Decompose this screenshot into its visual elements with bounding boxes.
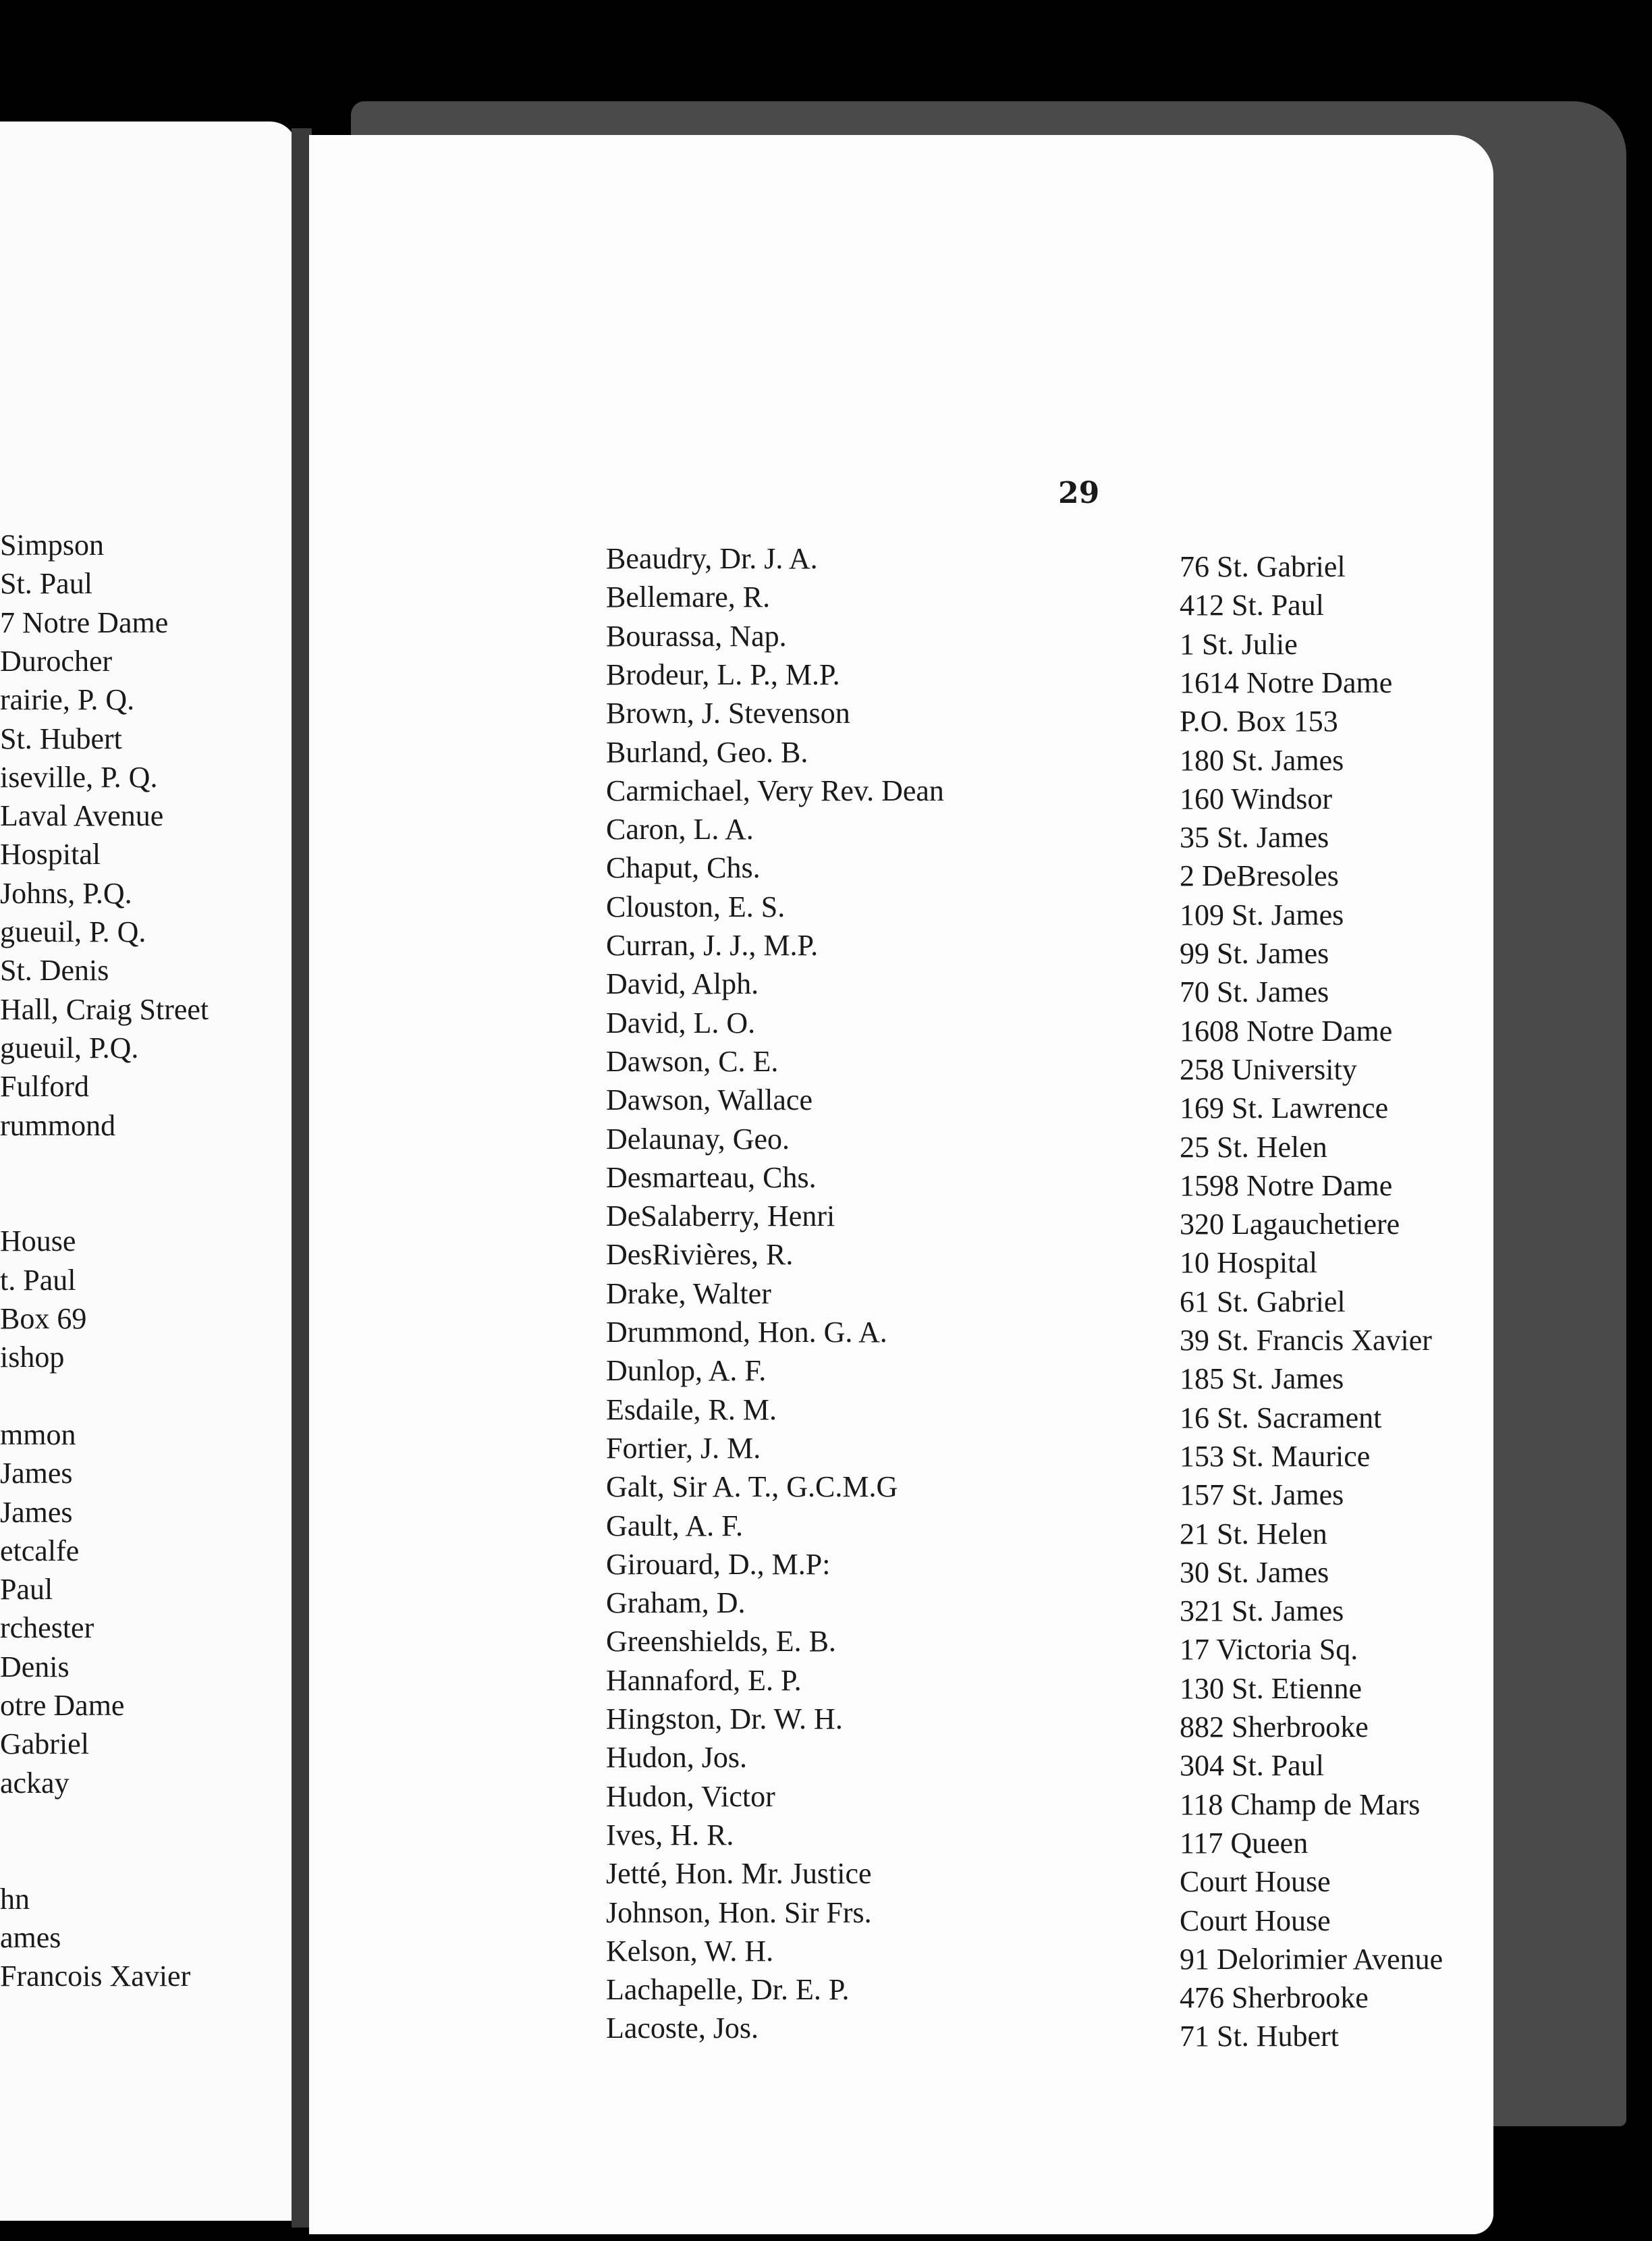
left-page-fragment: James xyxy=(0,1457,73,1490)
directory-address: 130 St. Etienne xyxy=(1180,1671,1362,1705)
directory-name: Girouard, D., M.P: xyxy=(606,1547,831,1581)
left-page-fragment: mmon xyxy=(0,1418,76,1451)
directory-address: Court House xyxy=(1180,1865,1331,1899)
directory-address: 30 St. James xyxy=(1180,1555,1329,1589)
directory-address: 304 St. Paul xyxy=(1180,1749,1324,1783)
directory-address: 153 St. Maurice xyxy=(1180,1439,1371,1473)
directory-address: P.O. Box 153 xyxy=(1180,705,1338,738)
directory-name: Gault, A. F. xyxy=(606,1509,744,1542)
directory-name: Dawson, C. E. xyxy=(606,1044,779,1078)
directory-address: 61 St. Gabriel xyxy=(1180,1285,1346,1318)
directory-name: Hannaford, E. P. xyxy=(606,1663,802,1697)
directory-name: Johnson, Hon. Sir Frs. xyxy=(606,1895,872,1929)
directory-name: Fortier, J. M. xyxy=(606,1431,761,1465)
directory-address: 71 St. Hubert xyxy=(1180,2020,1339,2053)
left-page-fragment: Gabriel xyxy=(0,1727,89,1761)
directory-name: Clouston, E. S. xyxy=(606,890,786,923)
directory-address: 258 University xyxy=(1180,1052,1357,1086)
address-column xyxy=(1180,548,1493,2074)
directory-address: 21 St. Helen xyxy=(1180,1517,1327,1550)
directory-address: 185 St. James xyxy=(1180,1362,1344,1396)
left-page-fragment: Hospital xyxy=(0,838,101,871)
left-page-fragment: St. Paul xyxy=(0,567,92,601)
left-page-fragment: Durocher xyxy=(0,644,113,678)
directory-address: 25 St. Helen xyxy=(1180,1130,1327,1164)
left-page-fragment: otre Dame xyxy=(0,1689,125,1722)
directory-name: Dunlop, A. F. xyxy=(606,1354,767,1388)
directory-name: Chaput, Chs. xyxy=(606,851,761,885)
directory-address: 1608 Notre Dame xyxy=(1180,1014,1393,1048)
directory-name: Desmarteau, Chs. xyxy=(606,1160,817,1194)
directory-address: 39 St. Francis Xavier xyxy=(1180,1324,1432,1357)
directory-address: 35 St. James xyxy=(1180,821,1329,855)
directory-name: Delaunay, Geo. xyxy=(606,1122,790,1156)
directory-address: 412 St. Paul xyxy=(1180,589,1324,622)
page-number: 29 xyxy=(1058,476,1100,510)
directory-name: David, L. O. xyxy=(606,1006,756,1040)
directory-address: 10 Hospital xyxy=(1180,1246,1318,1280)
directory-name: Graham, D. xyxy=(606,1586,746,1620)
directory-address: 321 St. James xyxy=(1180,1594,1344,1628)
directory-address: 320 Lagauchetiere xyxy=(1180,1208,1400,1241)
left-page-fragment: Hall, Craig Street xyxy=(0,992,209,1026)
left-page-fragment: rummond xyxy=(0,1108,116,1142)
directory-address: 157 St. James xyxy=(1180,1478,1344,1512)
directory-address: 169 St. Lawrence xyxy=(1180,1091,1389,1125)
directory-name: Burland, Geo. B. xyxy=(606,735,808,769)
directory-address: 882 Sherbrooke xyxy=(1180,1710,1369,1744)
directory-address: 1614 Notre Dame xyxy=(1180,666,1393,699)
left-page-fragment: St. Hubert xyxy=(0,722,122,755)
left-page-fragment: t. Paul xyxy=(0,1263,76,1297)
directory-name: Lacoste, Jos. xyxy=(606,2012,759,2045)
left-page-fragment: etcalfe xyxy=(0,1534,80,1567)
directory-name: Ives, H. R. xyxy=(606,1818,734,1852)
directory-name: Bourassa, Nap. xyxy=(606,619,787,653)
left-page-fragment: Box 69 xyxy=(0,1302,87,1335)
directory-name: Esdaile, R. M. xyxy=(606,1393,777,1426)
directory-address: 76 St. Gabriel xyxy=(1180,550,1346,583)
directory-name: Curran, J. J., M.P. xyxy=(606,929,819,962)
right-page xyxy=(309,135,1493,2234)
directory-name: Drake, Walter xyxy=(606,1276,771,1310)
directory-address: 476 Sherbrooke xyxy=(1180,1981,1369,2015)
directory-address: 91 Delorimier Avenue xyxy=(1180,1942,1443,1976)
directory-address: 2 DeBresoles xyxy=(1180,859,1339,893)
directory-name: Galt, Sir A. T., G.C.M.G xyxy=(606,1470,898,1504)
directory-name: Bellemare, R. xyxy=(606,580,771,614)
left-page-fragment: rchester xyxy=(0,1611,94,1645)
directory-name: Brown, J. Stevenson xyxy=(606,697,850,730)
directory-address: 117 Queen xyxy=(1180,1826,1309,1860)
left-page-fragment: 7 Notre Dame xyxy=(0,605,169,639)
left-page-fragment: St. Denis xyxy=(0,954,109,988)
directory-address: 70 St. James xyxy=(1180,975,1329,1009)
directory-name: Drummond, Hon. G. A. xyxy=(606,1316,887,1349)
directory-name: Jetté, Hon. Mr. Justice xyxy=(606,1857,872,1891)
directory-address: 109 St. James xyxy=(1180,898,1344,932)
left-page-fragment: Fulford xyxy=(0,1070,89,1104)
name-column xyxy=(606,540,1065,2066)
directory-name: DesRivières, R. xyxy=(606,1238,794,1272)
directory-name: Kelson, W. H. xyxy=(606,1934,774,1968)
left-page-fragment: rairie, P. Q. xyxy=(0,683,135,717)
left-page-fragment: ames xyxy=(0,1920,61,1954)
directory-address: Court House xyxy=(1180,1904,1331,1937)
left-page-fragment: gueuil, P. Q. xyxy=(0,915,146,948)
directory-address: 16 St. Sacrament xyxy=(1180,1401,1382,1434)
directory-name: Hingston, Dr. W. H. xyxy=(606,1702,843,1735)
left-page-fragment: Francois Xavier xyxy=(0,1960,191,1993)
left-page-fragment: ackay xyxy=(0,1766,70,1800)
left-page-fragment: James xyxy=(0,1495,73,1529)
directory-address: 118 Champ de Mars xyxy=(1180,1787,1421,1821)
directory-name: Hudon, Jos. xyxy=(606,1741,748,1775)
left-page xyxy=(0,122,297,2221)
left-page-fragment: gueuil, P.Q. xyxy=(0,1031,139,1064)
left-page-fragment: Paul xyxy=(0,1573,53,1606)
left-page-fragment: hn xyxy=(0,1882,30,1916)
directory-name: Carmichael, Very Rev. Dean xyxy=(606,774,944,807)
left-page-fragment: House xyxy=(0,1224,76,1258)
directory-name: Greenshields, E. B. xyxy=(606,1625,836,1658)
directory-name: Beaudry, Dr. J. A. xyxy=(606,542,818,575)
directory-address: 17 Victoria Sq. xyxy=(1180,1633,1358,1667)
directory-name: David, Alph. xyxy=(606,967,759,1001)
directory-name: Dawson, Wallace xyxy=(606,1083,813,1117)
directory-address: 160 Windsor xyxy=(1180,782,1332,815)
directory-name: Caron, L. A. xyxy=(606,813,754,846)
directory-address: 1 St. Julie xyxy=(1180,627,1298,661)
left-page-fragment: Simpson xyxy=(0,529,105,562)
left-page-fragment: ishop xyxy=(0,1341,65,1374)
directory-address: 180 St. James xyxy=(1180,743,1344,777)
directory-name: Brodeur, L. P., M.P. xyxy=(606,657,840,691)
left-page-fragment: Denis xyxy=(0,1650,70,1683)
left-page-column xyxy=(0,526,297,2052)
left-page-fragment: Laval Avenue xyxy=(0,799,164,833)
directory-address: 99 St. James xyxy=(1180,937,1329,970)
directory-name: Hudon, Victor xyxy=(606,1779,775,1813)
directory-address: 1598 Notre Dame xyxy=(1180,1168,1393,1202)
directory-name: Lachapelle, Dr. E. P. xyxy=(606,1973,850,2007)
left-page-fragment: Johns, P.Q. xyxy=(0,876,132,910)
directory-name: DeSalaberry, Henri xyxy=(606,1199,835,1233)
left-page-fragment: iseville, P. Q. xyxy=(0,760,158,794)
